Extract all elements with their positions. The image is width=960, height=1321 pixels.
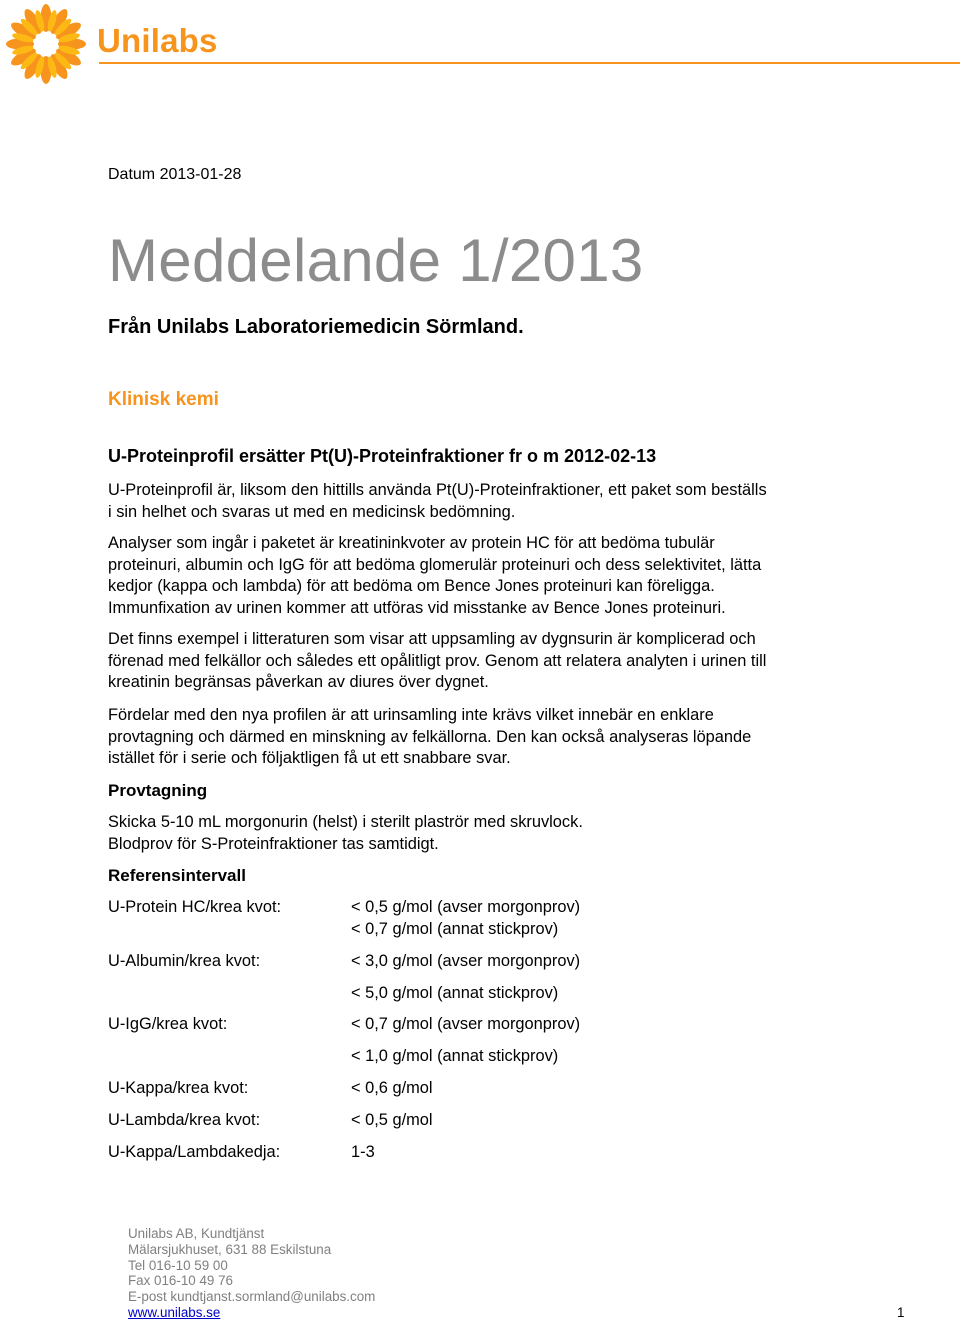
paragraph-analyses bbox=[108, 533, 761, 619]
provtagning-text bbox=[108, 812, 583, 855]
ref-value-hc-morning: < 0,5 g/mol (avser morgonprov) bbox=[351, 898, 581, 916]
paragraph-line: Blodprov för S-Proteinfraktioner tas samtidigt. bbox=[108, 834, 439, 853]
ref-value-albumin-other: < 5,0 g/mol (annat stickprov) bbox=[351, 984, 559, 1002]
page-number: 1 bbox=[897, 1305, 905, 1320]
paragraph-line: kreatinin begränsas påverkan av diures över dygnet. bbox=[108, 673, 489, 692]
footer-contact bbox=[128, 1226, 375, 1321]
page-title: Meddelande 1/2013 bbox=[108, 227, 644, 294]
ref-label-hc: U-Protein HC/krea kvot: bbox=[108, 898, 282, 916]
footer-phone: Tel 016-10 59 00 bbox=[128, 1257, 228, 1273]
ref-value-kappa: < 0,6 g/mol bbox=[351, 1079, 433, 1097]
ref-label-lambda: U-Lambda/krea kvot: bbox=[108, 1111, 261, 1129]
provtagning-heading: Provtagning bbox=[108, 781, 208, 800]
ref-value-kappa-lambda: 1-3 bbox=[351, 1143, 375, 1161]
ref-label-albumin: U-Albumin/krea kvot: bbox=[108, 952, 261, 970]
paragraph-line: kedjor (kappa och lambda) för att bedöma om Bence Jones proteinuri kan föreligga. bbox=[108, 577, 715, 596]
ref-label-kappa: U-Kappa/krea kvot: bbox=[108, 1079, 249, 1097]
paragraph-line: Immunfixation av urinen kommer att utföras vid misstanke av Bence Jones proteinuri. bbox=[108, 598, 726, 617]
paragraph-line: provtagning och därmed en minskning av felkällorna. Den kan också analyseras löpande bbox=[108, 727, 752, 746]
footer-fax: Fax 016-10 49 76 bbox=[128, 1273, 233, 1289]
footer-website-link[interactable]: www.unilabs.se bbox=[128, 1304, 221, 1320]
paragraph-literature bbox=[108, 629, 766, 694]
page-subtitle: Från Unilabs Laboratoriemedicin Sörmland. bbox=[108, 316, 524, 338]
footer-email: E-post kundtjanst.sormland@unilabs.com bbox=[128, 1289, 376, 1305]
ref-value-albumin-morning: < 3,0 g/mol (avser morgonprov) bbox=[351, 952, 581, 970]
section-heading: Klinisk kemi bbox=[108, 389, 219, 410]
header-divider bbox=[99, 62, 960, 64]
article-heading: U-Proteinprofil ersätter Pt(U)-Proteinfraktioner fr o m 2012-02-13 bbox=[108, 446, 657, 466]
paragraph-line: U-Proteinprofil är, liksom den hittills använda Pt(U)-Proteinfraktioner, ett paket som beställs bbox=[108, 481, 767, 499]
paragraph-advantages bbox=[108, 705, 751, 770]
footer-company: Unilabs AB, Kundtjänst bbox=[128, 1226, 265, 1241]
document-date: Datum 2013-01-28 bbox=[108, 166, 242, 183]
paragraph-intro bbox=[108, 480, 767, 523]
ref-label-igg: U-IgG/krea kvot: bbox=[108, 1015, 228, 1033]
paragraph-line: Fördelar med den nya profilen är att urinsamling inte krävs vilket innebär en enklare bbox=[108, 706, 714, 724]
paragraph-line: Skicka 5-10 mL morgonurin (helst) i sterilt plaströr med skruvlock. bbox=[108, 813, 583, 831]
unilabs-logo-icon bbox=[4, 2, 88, 86]
ref-value-igg-morning: < 0,7 g/mol (avser morgonprov) bbox=[351, 1015, 581, 1033]
logo-wordmark: Unilabs bbox=[97, 22, 218, 59]
reference-heading: Referensintervall bbox=[108, 866, 246, 885]
paragraph-line: Det finns exempel i litteraturen som visar att uppsamling av dygnsurin är komplicerad och bbox=[108, 630, 756, 648]
footer-address: Mälarsjukhuset, 631 88 Eskilstuna bbox=[128, 1241, 332, 1257]
ref-value-igg-other: < 1,0 g/mol (annat stickprov) bbox=[351, 1047, 559, 1065]
ref-value-hc-other: < 0,7 g/mol (annat stickprov) bbox=[351, 920, 559, 938]
paragraph-line: Analyser som ingår i paketet är kreatininkvoter av protein HC för att bedöma tubulär bbox=[108, 534, 715, 552]
paragraph-line: i sin helhet och svaras ut med en medicinsk bedömning. bbox=[108, 502, 516, 521]
ref-label-kappa-lambda: U-Kappa/Lambdakedja: bbox=[108, 1143, 281, 1161]
ref-value-lambda: < 0,5 g/mol bbox=[351, 1111, 433, 1129]
paragraph-line: proteinuri, albumin och IgG för att bedöma glomerulär proteinuri och dess selektivitet, lätta bbox=[108, 555, 762, 574]
paragraph-line: förenad med felkällor och således ett opålitligt prov. Genom att relatera analyten i urinen till bbox=[108, 651, 767, 670]
paragraph-line: istället för i serie och följaktligen få ut ett snabbare svar. bbox=[108, 749, 511, 768]
